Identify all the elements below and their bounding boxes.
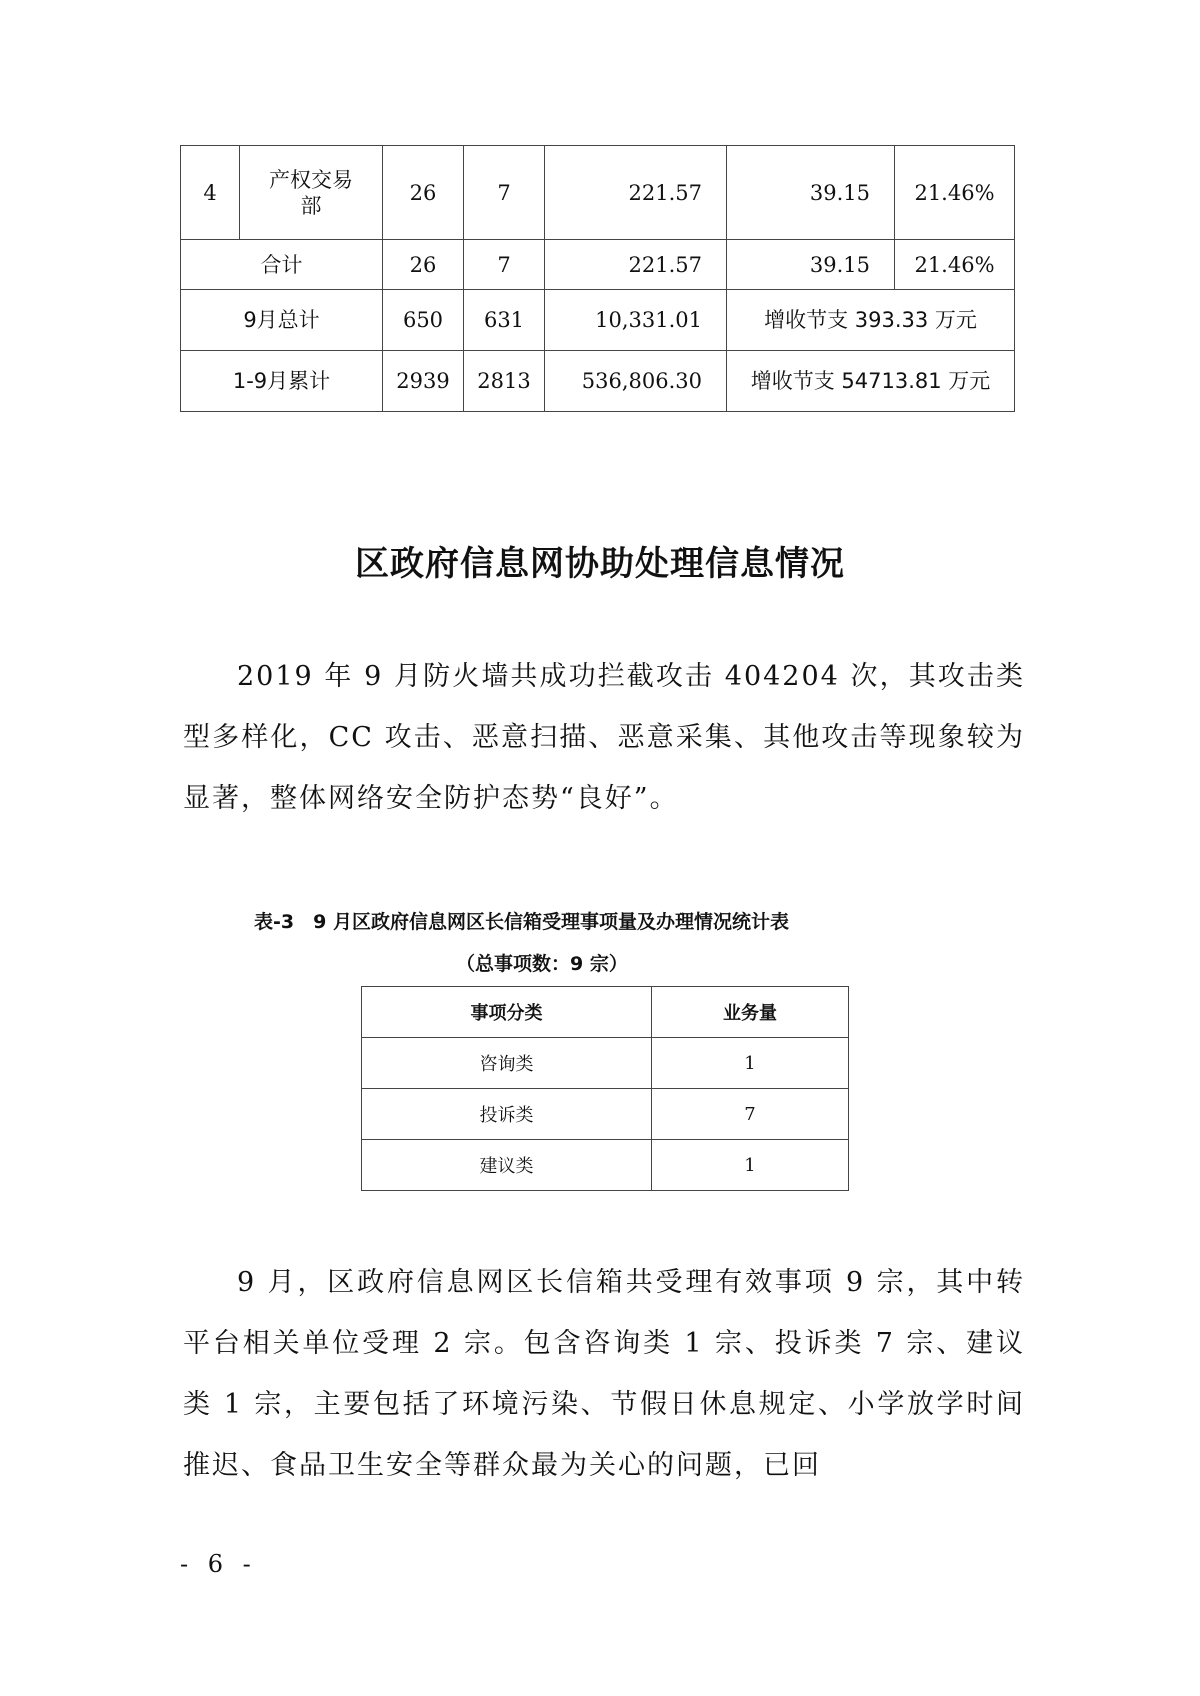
count-cell: 7 (652, 1089, 849, 1140)
month-total-savings: 增收节支 393.33 万元 (727, 290, 1015, 351)
table3-subcaption: （总事项数：9 宗） (456, 953, 628, 975)
subtotal-savings: 39.15 (727, 240, 895, 290)
cell-rate: 21.46% (895, 146, 1015, 240)
ytd-total-amount: 536,806.30 (545, 351, 727, 412)
paragraph-firewall: 2019 年 9 月防火墙共成功拦截攻击 404204 次，其攻击类型多样化，CC 攻击、恶意扫描、恶意采集、其他攻击等现象较为显著，整体网络安全防护态势“良好”。 (183, 661, 1025, 814)
cell-savings: 39.15 (727, 146, 895, 240)
ytd-total-row (181, 351, 1015, 412)
ytd-total-savings: 增收节支 54713.81 万元 (727, 351, 1015, 412)
cell-count-1: 26 (383, 146, 464, 240)
month-total-label: 9月总计 (181, 290, 383, 351)
count-cell: 1 (652, 1038, 849, 1089)
table3-caption: 表-3 9 月区政府信息网区长信箱受理事项量及办理情况统计表 (254, 911, 789, 933)
table-row (181, 146, 1015, 240)
category-cell: 建议类 (362, 1140, 652, 1191)
table-row (362, 1089, 849, 1140)
cell-amount: 221.57 (545, 146, 727, 240)
mailbox-statistics-table (361, 986, 849, 1191)
row-number: 4 (181, 146, 240, 240)
unit-statistics-table (180, 145, 1015, 412)
subtotal-row (181, 240, 1015, 290)
page-number: - 6 - (180, 1550, 257, 1578)
paragraph-mailbox: 9 月，区政府信息网区长信箱共受理有效事项 9 宗，其中转平台相关单位受理 2 宗。包含咨询类 1 宗、投诉类 7 宗、建议类 1 宗，主要包括了环境污染、节假日休息规定、小学放学时间推迟、食品卫生安全等群众最为关心的问题，已回 (183, 1267, 1025, 1481)
subtotal-rate: 21.46% (895, 240, 1015, 290)
cell-count-2: 7 (464, 146, 545, 240)
header-count: 业务量 (652, 987, 849, 1038)
month-total-count-1: 650 (383, 290, 464, 351)
category-cell: 投诉类 (362, 1089, 652, 1140)
ytd-total-count-1: 2939 (383, 351, 464, 412)
subtotal-count-1: 26 (383, 240, 464, 290)
subtotal-label: 合计 (181, 240, 383, 290)
ytd-total-label: 1-9月累计 (181, 351, 383, 412)
ytd-total-count-2: 2813 (464, 351, 545, 412)
subtotal-count-2: 7 (464, 240, 545, 290)
count-cell: 1 (652, 1140, 849, 1191)
header-category: 事项分类 (362, 987, 652, 1038)
month-total-count-2: 631 (464, 290, 545, 351)
department-name: 产权交易部 (240, 146, 383, 240)
table-row (362, 1038, 849, 1089)
subtotal-amount: 221.57 (545, 240, 727, 290)
month-total-amount: 10,331.01 (545, 290, 727, 351)
category-cell: 咨询类 (362, 1038, 652, 1089)
table-row (362, 1140, 849, 1191)
month-total-row (181, 290, 1015, 351)
section-title: 区政府信息网协助处理信息情况 (355, 544, 845, 584)
table-header-row (362, 987, 849, 1038)
